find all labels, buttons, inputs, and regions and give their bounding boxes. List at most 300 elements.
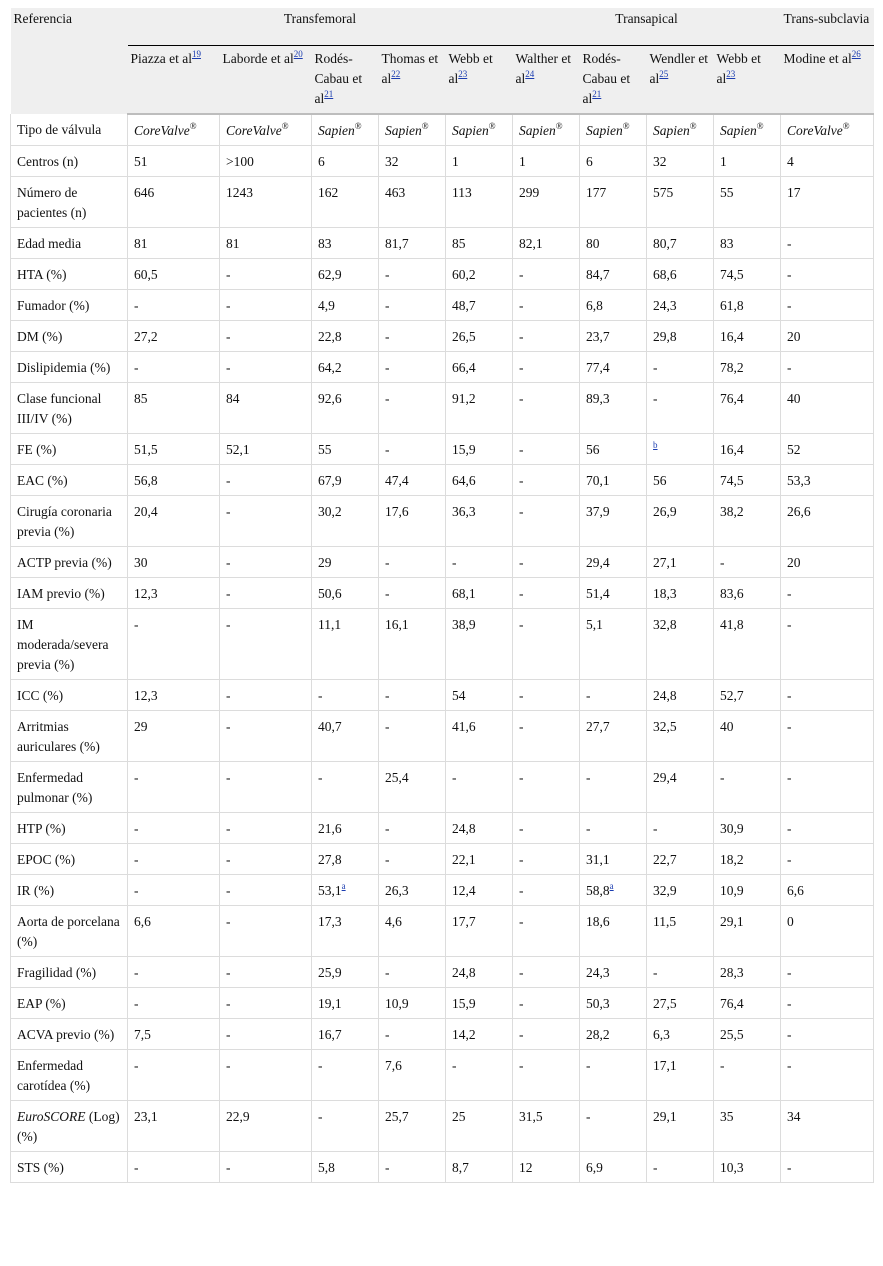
cell-value: 6,3	[653, 1027, 670, 1042]
table-cell	[714, 609, 781, 680]
cell-value: 51,4	[586, 586, 610, 601]
table-cell	[714, 906, 781, 957]
cell-value: 29,1	[720, 914, 744, 929]
cell-value: 31,1	[586, 852, 610, 867]
table-cell	[128, 680, 220, 711]
cell-value: -	[519, 442, 524, 457]
cell-value: -	[519, 914, 524, 929]
cell-value: 1	[519, 154, 526, 169]
row-label-suffix: (Log) (%)	[17, 1109, 120, 1144]
cell-value: -	[519, 996, 524, 1011]
row-label	[11, 957, 128, 988]
cell-value: -	[226, 586, 231, 601]
table-cell	[446, 813, 513, 844]
table-cell	[312, 1101, 379, 1152]
reference-link[interactable]: 21	[592, 89, 602, 99]
table-cell	[513, 177, 580, 228]
cell-value: 34	[787, 1109, 801, 1124]
table-cell	[446, 957, 513, 988]
row-label-text: ACVA previo (%)	[17, 1027, 115, 1042]
table-cell	[312, 434, 379, 465]
table-cell	[714, 1019, 781, 1050]
row-label-text: EAP (%)	[17, 996, 66, 1011]
valve-name: Sapien	[452, 123, 489, 138]
row-label-text: FE (%)	[17, 442, 57, 457]
cell-value: 36,3	[452, 504, 476, 519]
cell-value: 8,7	[452, 1160, 469, 1175]
cell-value: 50,6	[318, 586, 342, 601]
valve-name: Sapien	[318, 123, 355, 138]
row-label-text: Cirugía coronaria previa (%)	[17, 504, 112, 539]
registered-mark: ®	[622, 121, 630, 131]
cell-value: 52	[787, 442, 801, 457]
cell-value: 30,2	[318, 504, 342, 519]
table-cell	[513, 1050, 580, 1101]
cell-value: -	[653, 821, 658, 836]
table-cell	[446, 383, 513, 434]
row-label-text: Enfermedad pulmonar (%)	[17, 770, 93, 805]
table-cell	[580, 321, 647, 352]
cell-value: 23,7	[586, 329, 610, 344]
cell-value: 20	[787, 329, 801, 344]
cell-value: 76,4	[720, 996, 744, 1011]
table-cell	[379, 177, 446, 228]
table-cell	[128, 609, 220, 680]
table-cell	[379, 609, 446, 680]
cell-value: 26,9	[653, 504, 677, 519]
reference-link[interactable]: 22	[391, 69, 401, 79]
cell-value: -	[385, 298, 390, 313]
cell-value: 51	[134, 154, 148, 169]
study-name: Rodés-Cabau et al	[314, 51, 363, 106]
cell-value: -	[787, 1058, 792, 1073]
table-cell	[647, 1050, 714, 1101]
table-cell	[580, 680, 647, 711]
cell-value: 25,5	[720, 1027, 744, 1042]
row-label	[11, 146, 128, 177]
table-cell	[781, 844, 874, 875]
cell-value: -	[787, 267, 792, 282]
cell-value: 74,5	[720, 473, 744, 488]
table-cell	[714, 578, 781, 609]
table-cell	[128, 228, 220, 259]
table-cell	[647, 177, 714, 228]
table-cell	[312, 957, 379, 988]
table-row	[11, 1050, 874, 1101]
table-cell	[128, 465, 220, 496]
group-header-transsubclavia: Trans-subclavia	[781, 8, 874, 46]
table-cell	[647, 146, 714, 177]
cell-value: 299	[519, 185, 540, 200]
table-cell	[220, 957, 312, 988]
table-cell	[220, 1101, 312, 1152]
cell-value: -	[134, 770, 139, 785]
cell-value: 25,7	[385, 1109, 409, 1124]
table-cell	[379, 875, 446, 906]
cell-value: -	[226, 504, 231, 519]
table-cell	[647, 1101, 714, 1152]
cell-value: -	[452, 770, 457, 785]
table-cell	[379, 578, 446, 609]
cell-value: 15,9	[452, 442, 476, 457]
study-header	[714, 46, 781, 115]
cell-value: 53,3	[787, 473, 811, 488]
registered-mark: ®	[756, 121, 764, 131]
table-cell	[781, 906, 874, 957]
study-header	[312, 46, 379, 115]
table-cell	[714, 957, 781, 988]
table-cell	[781, 1101, 874, 1152]
table-cell	[580, 1050, 647, 1101]
table-cell	[580, 465, 647, 496]
cell-value: 32,8	[653, 617, 677, 632]
cell-value: 27,5	[653, 996, 677, 1011]
cell-value: -	[586, 821, 591, 836]
row-label-text: Clase funcional III/IV (%)	[17, 391, 102, 426]
cell-value: 113	[452, 185, 472, 200]
cell-value: -	[134, 852, 139, 867]
table-cell	[714, 762, 781, 813]
cell-value: 6,8	[586, 298, 603, 313]
cell-value: 32,5	[653, 719, 677, 734]
cell-value: 35	[720, 1109, 734, 1124]
table-row	[11, 114, 874, 146]
table-cell	[513, 290, 580, 321]
table-cell	[128, 906, 220, 957]
cell-value: 29	[134, 719, 148, 734]
table-cell	[220, 1152, 312, 1183]
table-cell	[647, 578, 714, 609]
table-cell	[312, 228, 379, 259]
cell-value: 62,9	[318, 267, 342, 282]
cell-value: -	[586, 1058, 591, 1073]
table-cell	[128, 259, 220, 290]
study-name: Thomas et al	[381, 51, 439, 86]
row-label-text: Edad media	[17, 236, 82, 251]
table-cell	[128, 813, 220, 844]
cell-value: -	[787, 719, 792, 734]
table-cell	[128, 875, 220, 906]
cell-value: -	[519, 852, 524, 867]
cell-value: 78,2	[720, 360, 744, 375]
cell-value: 4,9	[318, 298, 335, 313]
table-cell	[220, 465, 312, 496]
cell-value: 14,2	[452, 1027, 476, 1042]
reference-link[interactable]: 25	[659, 69, 669, 79]
table-cell	[647, 434, 714, 465]
group-header-transfemoral: Transfemoral	[128, 8, 513, 46]
cell-value: 463	[385, 185, 406, 200]
table-cell	[446, 496, 513, 547]
table-cell	[580, 906, 647, 957]
row-label	[11, 177, 128, 228]
table-cell	[128, 1152, 220, 1183]
table-cell	[446, 578, 513, 609]
table-cell	[312, 1152, 379, 1183]
table-cell	[580, 609, 647, 680]
cell-value: 38,9	[452, 617, 476, 632]
row-label-text: EPOC (%)	[17, 852, 76, 867]
table-cell	[781, 383, 874, 434]
valve-type-cell	[312, 114, 379, 146]
cell-value: 29,4	[586, 555, 610, 570]
row-label-text: IM moderada/severa previa (%)	[17, 617, 109, 672]
table-cell	[580, 578, 647, 609]
footnote-link[interactable]: a	[341, 881, 346, 891]
table-cell	[714, 1101, 781, 1152]
table-cell	[128, 1050, 220, 1101]
cell-value: 92,6	[318, 391, 342, 406]
cell-value: -	[787, 1160, 792, 1175]
table-cell	[714, 465, 781, 496]
cell-value: 60,2	[452, 267, 476, 282]
table-cell	[647, 844, 714, 875]
table-cell	[128, 1019, 220, 1050]
row-label-text: Enfermedad carotídea (%)	[17, 1058, 91, 1093]
cell-value: 6,6	[134, 914, 151, 929]
cell-value: -	[385, 442, 390, 457]
cell-value: -	[226, 770, 231, 785]
row-label	[11, 290, 128, 321]
cell-value: 16,7	[318, 1027, 342, 1042]
table-cell	[379, 844, 446, 875]
row-label-text: Fragilidad (%)	[17, 965, 97, 980]
row-label-text: DM (%)	[17, 329, 63, 344]
cell-value: 89,3	[586, 391, 610, 406]
table-cell	[714, 321, 781, 352]
table-cell	[647, 609, 714, 680]
table-cell	[379, 352, 446, 383]
cell-value: 26,3	[385, 883, 409, 898]
cell-value: -	[226, 298, 231, 313]
table-cell	[379, 321, 446, 352]
table-cell	[220, 875, 312, 906]
table-cell	[220, 844, 312, 875]
cell-value: 85	[452, 236, 466, 251]
cell-value: -	[318, 688, 323, 703]
table-cell	[312, 496, 379, 547]
table-cell	[220, 434, 312, 465]
row-label	[11, 844, 128, 875]
table-cell	[446, 321, 513, 352]
table-cell	[513, 711, 580, 762]
reference-link[interactable]: 24	[525, 69, 535, 79]
registered-mark: ®	[354, 121, 362, 131]
cell-value: 24,8	[653, 688, 677, 703]
cell-value: 646	[134, 185, 155, 200]
row-label-text: ACTP previa (%)	[17, 555, 112, 570]
row-label-text: Número de pacientes (n)	[17, 185, 87, 220]
valve-type-cell	[446, 114, 513, 146]
table-cell	[647, 711, 714, 762]
cell-value: -	[385, 688, 390, 703]
cell-value: 56	[586, 442, 600, 457]
table-row	[11, 711, 874, 762]
reference-link[interactable]: 20	[293, 49, 303, 59]
table-cell	[128, 844, 220, 875]
table-cell	[580, 988, 647, 1019]
table-cell	[513, 988, 580, 1019]
table-cell	[446, 1101, 513, 1152]
study-name: Webb et al	[716, 51, 761, 86]
reference-link[interactable]: 23	[726, 69, 736, 79]
table-cell	[513, 146, 580, 177]
table-cell	[781, 1152, 874, 1183]
study-header	[781, 46, 874, 115]
cell-value: 12,4	[452, 883, 476, 898]
cell-value: -	[519, 298, 524, 313]
cell-value: 27,2	[134, 329, 158, 344]
registered-mark: ®	[189, 121, 197, 131]
row-label-text: IAM previo (%)	[17, 586, 105, 601]
row-label	[11, 1152, 128, 1183]
study-header	[513, 46, 580, 115]
table-cell	[781, 680, 874, 711]
table-cell	[580, 383, 647, 434]
table-cell	[312, 1050, 379, 1101]
table-cell	[379, 906, 446, 957]
study-header	[446, 46, 513, 115]
table-row	[11, 844, 874, 875]
table-row	[11, 434, 874, 465]
cell-value: -	[720, 1058, 725, 1073]
table-cell	[379, 146, 446, 177]
cell-value: 51,5	[134, 442, 158, 457]
cell-value: 22,8	[318, 329, 342, 344]
cell-value: -	[226, 555, 231, 570]
table-cell	[220, 321, 312, 352]
table-cell	[714, 1050, 781, 1101]
row-label	[11, 465, 128, 496]
reference-link[interactable]: 23	[458, 69, 468, 79]
table-row	[11, 496, 874, 547]
table-cell	[580, 146, 647, 177]
reference-link[interactable]: 26	[851, 49, 861, 59]
table-cell	[714, 680, 781, 711]
cell-value: -	[226, 719, 231, 734]
table-cell	[714, 875, 781, 906]
row-label	[11, 1019, 128, 1050]
table-cell	[513, 906, 580, 957]
study-header	[220, 46, 312, 115]
table-cell	[312, 259, 379, 290]
footnote-link[interactable]: b	[653, 440, 658, 450]
study-header	[647, 46, 714, 115]
table-cell	[446, 875, 513, 906]
table-row	[11, 259, 874, 290]
cell-value: -	[787, 965, 792, 980]
table-cell	[220, 1019, 312, 1050]
table-cell	[781, 762, 874, 813]
table-row	[11, 177, 874, 228]
row-label	[11, 762, 128, 813]
table-cell	[714, 813, 781, 844]
cell-value: -	[519, 821, 524, 836]
cell-value: -	[226, 473, 231, 488]
table-cell	[128, 321, 220, 352]
table-cell	[647, 259, 714, 290]
table-cell	[580, 259, 647, 290]
cell-value: -	[318, 1109, 323, 1124]
cell-value: 17	[787, 185, 801, 200]
cell-value: -	[519, 473, 524, 488]
reference-link[interactable]: 19	[191, 49, 201, 59]
table-cell	[513, 434, 580, 465]
table-cell	[379, 1101, 446, 1152]
table-cell	[312, 547, 379, 578]
table-cell	[580, 1152, 647, 1183]
row-label-text: EuroSCORE	[17, 1109, 86, 1124]
cell-value: 53,1	[318, 883, 342, 898]
table-cell	[781, 813, 874, 844]
cell-value: -	[452, 555, 457, 570]
cell-value: 60,5	[134, 267, 158, 282]
cell-value: -	[385, 267, 390, 282]
cell-value: -	[385, 329, 390, 344]
table-cell	[714, 383, 781, 434]
cell-value: 11,5	[653, 914, 677, 929]
cell-value: -	[385, 555, 390, 570]
row-label	[11, 434, 128, 465]
table-cell	[580, 762, 647, 813]
table-cell	[781, 228, 874, 259]
cell-value: -	[385, 586, 390, 601]
table-cell	[714, 352, 781, 383]
table-cell	[580, 228, 647, 259]
cell-value: 81	[226, 236, 240, 251]
table-cell	[220, 146, 312, 177]
cell-value: -	[226, 617, 231, 632]
valve-type-cell	[781, 114, 874, 146]
table-cell	[379, 957, 446, 988]
table-cell	[379, 762, 446, 813]
reference-link[interactable]: 21	[324, 89, 334, 99]
table-cell	[379, 680, 446, 711]
table-cell	[446, 259, 513, 290]
table-cell	[220, 813, 312, 844]
cell-value: 24,8	[452, 821, 476, 836]
cell-value: 28,3	[720, 965, 744, 980]
cell-value: -	[519, 360, 524, 375]
cell-value: 81,7	[385, 236, 409, 251]
table-row	[11, 813, 874, 844]
footnote-link[interactable]: a	[609, 881, 614, 891]
row-label-text: Arritmias auriculares (%)	[17, 719, 100, 754]
table-cell	[379, 259, 446, 290]
table-cell	[580, 1019, 647, 1050]
cell-value: 7,5	[134, 1027, 151, 1042]
cell-value: >100	[226, 154, 254, 169]
table-cell	[580, 496, 647, 547]
table-row	[11, 762, 874, 813]
cell-value: -	[787, 688, 792, 703]
cell-value: -	[385, 391, 390, 406]
table-cell	[312, 609, 379, 680]
valve-name: Sapien	[653, 123, 690, 138]
cell-value: -	[134, 965, 139, 980]
table-cell	[647, 957, 714, 988]
cell-value: -	[653, 360, 658, 375]
cell-value: 52,7	[720, 688, 744, 703]
study-name: Laborde et al	[222, 51, 294, 66]
cell-value: 47,4	[385, 473, 409, 488]
table-row	[11, 290, 874, 321]
table-cell	[580, 813, 647, 844]
cell-value: -	[787, 770, 792, 785]
cell-value: 68,1	[452, 586, 476, 601]
cell-value: 16,4	[720, 329, 744, 344]
table-cell	[513, 680, 580, 711]
